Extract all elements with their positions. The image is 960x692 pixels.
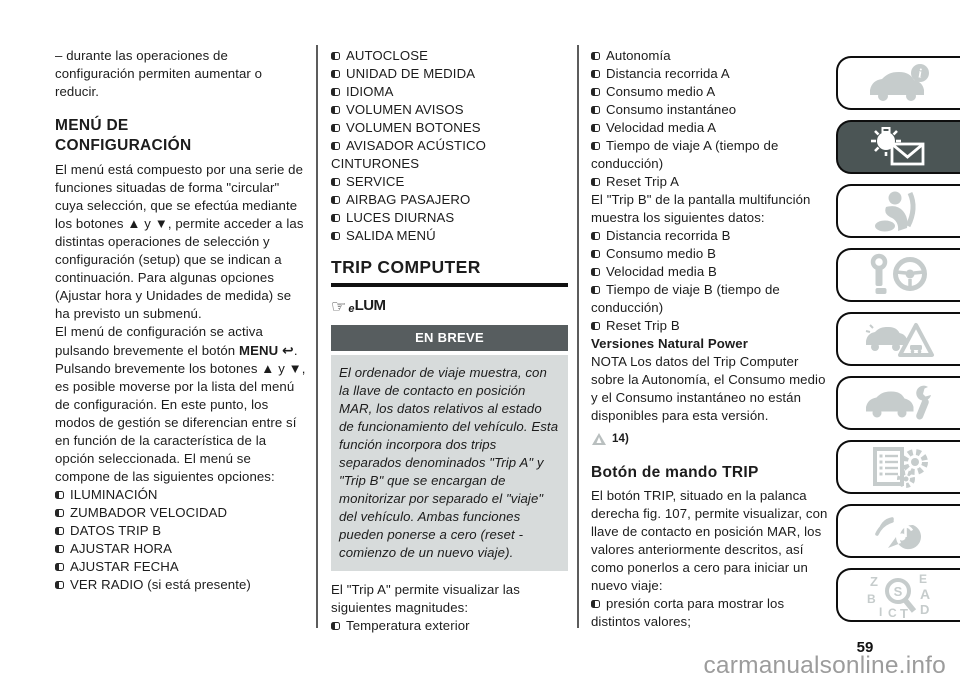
column-divider	[316, 45, 318, 628]
trip-computer-summary-box: El ordenador de viaje muestra, con la llave de contacto en posición MAR, los datos relativos al estado de funcionamiento del vehículo. Esta función incorpora dos trips separados denominados "Trip A" y "Trip B" que se encargan de monitorizar por separado el "viaje" del vehículo. Ambas funciones pueden ponerse a cero (reset - comienzo de un nuevo viaje).	[331, 355, 568, 571]
list-item	[331, 617, 568, 635]
trip-a-first-item-list	[331, 617, 568, 635]
checkbox-bullet-icon	[591, 52, 600, 60]
option-label: Velocidad media B	[606, 264, 717, 279]
option-label: AVISADOR ACÚSTICO CINTURONES	[331, 138, 486, 171]
checkbox-bullet-icon	[55, 563, 64, 571]
elum-logo	[331, 295, 568, 317]
checkbox-bullet-icon	[331, 232, 340, 240]
checkbox-bullet-icon	[55, 509, 64, 517]
option-label: Autonomía	[606, 48, 671, 63]
checkbox-bullet-icon	[591, 88, 600, 96]
menu-button-label: MENU	[239, 343, 279, 358]
option-label: Distancia recorrida B	[606, 228, 731, 243]
trip-button-actions-list	[591, 595, 829, 631]
list-item	[331, 101, 568, 119]
checkbox-bullet-icon	[591, 106, 600, 114]
svg-text:I: I	[879, 605, 883, 618]
checkbox-bullet-icon	[331, 142, 340, 150]
option-label: ILUMINACIÓN	[70, 487, 158, 502]
column-divider	[577, 45, 579, 628]
svg-text:S: S	[893, 584, 903, 599]
list-item	[591, 101, 829, 119]
list-item	[331, 83, 568, 101]
svg-text:B: B	[867, 592, 876, 606]
svg-text:T: T	[900, 606, 908, 618]
svg-text:i: i	[918, 65, 922, 81]
warning-lights-message-icon	[862, 125, 936, 169]
elum-logo-lum: LUM	[354, 297, 386, 314]
checkbox-bullet-icon	[331, 622, 340, 630]
list-item	[591, 65, 829, 83]
sidebar-tab-index	[836, 568, 960, 622]
checkbox-bullet-icon	[55, 527, 64, 535]
return-arrow-icon: ↩	[282, 342, 294, 358]
svg-text:Z: Z	[870, 574, 878, 589]
list-item	[331, 173, 568, 191]
alphabetical-index-icon	[862, 572, 936, 618]
checkbox-bullet-icon	[331, 124, 340, 132]
car-info-icon	[862, 62, 936, 104]
checkbox-bullet-icon	[591, 178, 600, 186]
note-reference	[591, 429, 829, 449]
list-item	[591, 83, 829, 101]
paragraph-text: El menú de configuración se activa pulsando brevemente el botón	[55, 324, 263, 358]
option-label: AJUSTAR HORA	[70, 541, 173, 556]
option-label: VOLUMEN BOTONES	[346, 120, 481, 135]
note-reference-number: 14)	[612, 433, 629, 445]
list-item	[331, 209, 568, 227]
list-item	[55, 504, 309, 522]
list-item	[331, 119, 568, 137]
option-label: AUTOCLOSE	[346, 48, 429, 63]
paragraph: El menú está compuesto por una serie de funciones situadas de forma "circular" cuya selección, que se efectúa mediante los botones ▲ y ▼, permite acceder a las distintas operaciones de selección y configuración (setup) que se indican a continuación. Para algunas opciones (Ajustar hora y Unidades de medida) se ha previsto un submenú.	[55, 162, 304, 321]
option-label: Consumo medio B	[606, 246, 716, 261]
option-label: SALIDA MENÚ	[346, 228, 436, 243]
option-label: Consumo medio A	[606, 84, 716, 99]
checkbox-bullet-icon	[55, 545, 64, 553]
checkbox-bullet-icon	[591, 250, 600, 258]
option-label: Reset Trip A	[606, 174, 680, 189]
note-warning-triangle-icon	[591, 432, 607, 446]
checkbox-bullet-icon	[331, 52, 340, 60]
option-label: ZUMBADOR VELOCIDAD	[70, 505, 228, 520]
svg-text:E: E	[919, 572, 928, 586]
checkbox-bullet-icon	[591, 600, 600, 608]
option-label: Velocidad media A	[606, 120, 717, 135]
list-item	[55, 540, 309, 558]
checkbox-bullet-icon	[591, 70, 600, 78]
sidebar-tab-technical-data	[836, 440, 960, 494]
option-label: Consumo instantáneo	[606, 102, 737, 117]
setup-options-list-continued	[331, 47, 568, 245]
checkbox-bullet-icon	[331, 88, 340, 96]
car-maintenance-icon	[862, 381, 936, 425]
option-label: Tiempo de viaje A (tiempo de conducción)	[591, 138, 779, 171]
sidebar-tab-vehicle-info	[836, 56, 960, 110]
list-item	[591, 595, 829, 631]
list-item	[591, 317, 829, 335]
trip-b-items-list	[591, 227, 829, 335]
checkbox-bullet-icon	[591, 232, 600, 240]
paragraph-text: . Pulsando brevemente los botones ▲ y ▼, es posible moverse por la lista del menú de configuración. En este punto, los modos de gestión se diferencian entre sí en función de la característica de la opción seleccionada. El menú se compone de las siguientes opciones:	[55, 343, 306, 484]
list-item	[591, 47, 829, 65]
list-item	[331, 47, 568, 65]
en-breve-banner: EN BREVE	[331, 325, 568, 351]
list-item	[331, 65, 568, 83]
technical-data-icon	[862, 445, 936, 489]
checkbox-bullet-icon	[55, 581, 64, 589]
option-label: Temperatura exterior	[346, 618, 470, 633]
watermark-text: carmanualsonline.info	[703, 652, 946, 679]
emergency-breakdown-icon	[862, 317, 936, 361]
option-label: Distancia recorrida A	[606, 66, 730, 81]
paragraph	[55, 323, 309, 486]
option-label: AIRBAG PASAJERO	[346, 192, 471, 207]
checkbox-bullet-icon	[331, 178, 340, 186]
list-item	[591, 119, 829, 137]
checkbox-bullet-icon	[591, 286, 600, 294]
natural-power-heading: Versiones Natural Power	[591, 336, 748, 351]
checkbox-bullet-icon	[331, 214, 340, 222]
list-item	[55, 558, 309, 576]
section-heading-boton-trip: Botón de mando TRIP	[591, 464, 759, 481]
column-2	[331, 47, 568, 635]
section-heading-menu-configuracion: MENÚ DE CONFIGURACIÓN	[55, 117, 192, 154]
list-item	[55, 522, 309, 540]
page-number: 59	[856, 639, 874, 656]
list-item	[331, 191, 568, 209]
checkbox-bullet-icon	[331, 70, 340, 78]
checkbox-bullet-icon	[591, 322, 600, 330]
list-item	[591, 281, 829, 317]
option-label: presión corta para mostrar los distintos valores;	[591, 596, 785, 629]
checkbox-bullet-icon	[55, 491, 64, 499]
svg-text:D: D	[920, 602, 930, 617]
paragraph: NOTA Los datos del Trip Computer sobre la Autonomía, el Consumo medio y el Consumo instantáneo no están disponibles para esta versión.	[591, 354, 826, 423]
checkbox-bullet-icon	[331, 106, 340, 114]
svg-text:A: A	[920, 586, 931, 602]
sidebar-tab-safety	[836, 184, 960, 238]
elum-logo-e: e	[348, 303, 355, 315]
option-label: LUCES DIURNAS	[346, 210, 455, 225]
list-item	[331, 137, 568, 173]
option-label: DATOS TRIP B	[70, 523, 162, 538]
section-heading-trip-computer: TRIP COMPUTER	[331, 257, 568, 287]
svg-text:C: C	[888, 606, 897, 618]
list-item	[331, 227, 568, 245]
paragraph: – durante las operaciones de configuración permiten aumentar o reducir.	[55, 48, 263, 99]
sidebar-tab-warning-lights-messages	[836, 120, 960, 174]
checkbox-bullet-icon	[591, 268, 600, 276]
multimedia-audio-icon	[862, 509, 936, 553]
option-label: SERVICE	[346, 174, 405, 189]
pointing-hand-icon: ☞	[331, 296, 347, 316]
list-item	[591, 227, 829, 245]
list-item	[55, 486, 309, 504]
sidebar-tab-emergency	[836, 312, 960, 366]
option-label: IDIOMA	[346, 84, 394, 99]
checkbox-bullet-icon	[591, 142, 600, 150]
paragraph: El "Trip B" de la pantalla multifunción muestra los siguientes datos:	[591, 192, 811, 225]
setup-options-list	[55, 486, 309, 594]
key-steering-icon	[862, 252, 936, 298]
sidebar-tab-multimedia	[836, 504, 960, 558]
airbag-safety-icon	[862, 189, 936, 233]
column-1	[55, 47, 309, 594]
list-item	[591, 173, 829, 191]
checkbox-bullet-icon	[331, 196, 340, 204]
paragraph: El "Trip A" permite visualizar las siguientes magnitudes:	[331, 582, 520, 615]
option-label: VOLUMEN AVISOS	[346, 102, 464, 117]
sidebar-tab-starting-driving	[836, 248, 960, 302]
list-item	[591, 245, 829, 263]
sidebar-tab-servicing	[836, 376, 960, 430]
trip-a-items-list	[591, 47, 829, 191]
option-label: Tiempo de viaje B (tiempo de conducción)	[591, 282, 780, 315]
list-item	[591, 263, 829, 281]
paragraph: El botón TRIP, situado en la palanca derecha fig. 107, permite visualizar, con llave de contacto en posición MAR, los valores anteriormente descritos, así como ponerlos a cero para iniciar un nuevo viaje:	[591, 488, 828, 593]
checkbox-bullet-icon	[591, 124, 600, 132]
option-label: Reset Trip B	[606, 318, 680, 333]
column-3	[591, 47, 829, 631]
list-item	[591, 137, 829, 173]
option-label: VER RADIO (si está presente)	[70, 577, 251, 592]
list-item	[55, 576, 309, 594]
option-label: UNIDAD DE MEDIDA	[346, 66, 476, 81]
option-label: AJUSTAR FECHA	[70, 559, 179, 574]
spacer	[331, 571, 568, 581]
